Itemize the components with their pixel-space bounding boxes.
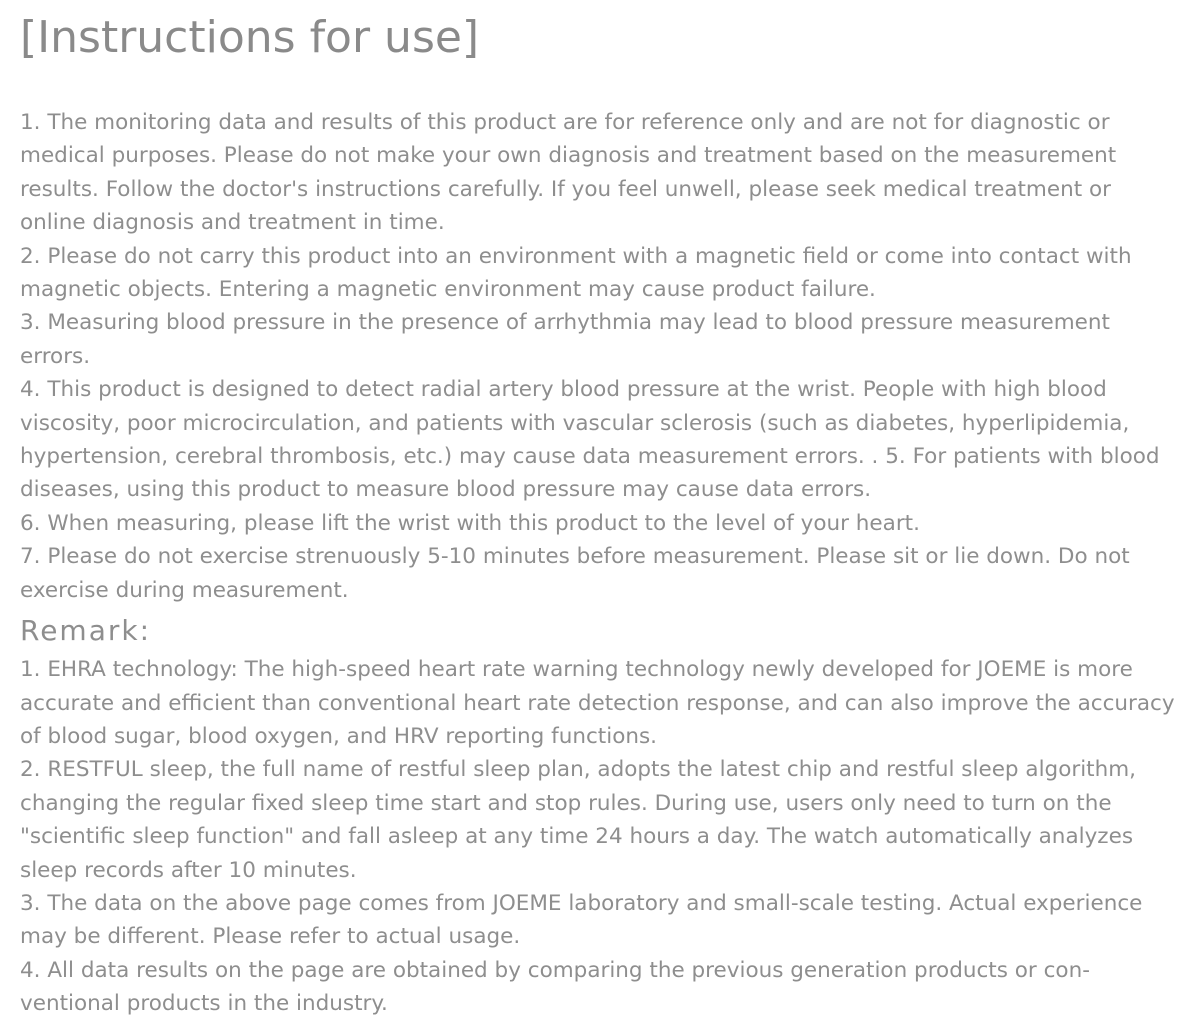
remark-list	[20, 653, 1180, 1020]
remark-item-1: 1. EHRA technology: The high-speed heart rate warning technology newly developed for JOEME is more accurate and efficient than conventional heart rate detection response, and can also improve the accuracy of blood sugar, blood oxygen, and HRV reporting functions.	[20, 657, 1175, 749]
document-page	[20, 8, 1180, 1021]
remark-heading: Remark:	[20, 614, 152, 648]
remark-item-2: 2. RESTFUL sleep, the full name of restful sleep plan, adopts the latest chip and restful sleep algorithm, changing the regular fixed sleep time start and stop rules. During use, users only need to turn on the "scientific sleep function" and fall asleep at any time 24 hours a day. The watch automatically analyzes sleep records after 10 minutes.	[20, 757, 1137, 883]
page-title: [Instructions for use]	[20, 12, 480, 63]
instructions-list	[20, 106, 1180, 607]
instruction-item-2: 2. Please do not carry this product into an environment with a magnetic field or come into contact with magnetic objects. Entering a magnetic environment may cause product failure.	[20, 243, 1132, 303]
instruction-item-4: 4. This product is designed to detect radial artery blood pressure at the wrist. People with high blood viscosity, poor microcirculation, and patients with vascular sclerosis (such as diabetes, hyperlipidemia, hypertension, cerebral thrombosis, etc.) may cause data measurement errors. . 5. For patients with blood diseases, using this product to measure blood pressure may cause data errors.	[20, 377, 1160, 503]
instruction-item-1: 1. The monitoring data and results of this product are for reference only and are not for diagnostic or medical purposes. Please do not make your own diagnosis and treatment based on the measurement results. Follow the doctor's instructions carefully. If you feel unwell, please seek medical treatment or online diagnosis and treatment in time.	[20, 110, 1117, 236]
remark-item-4: 4. All data results on the page are obtained by comparing the previous generation products or conventional products in the industry.	[20, 957, 1090, 1017]
instruction-item-7: 7. Please do not exercise strenuously 5-10 minutes before measurement. Please sit or lie down. Do not exercise during measurement.	[20, 544, 1130, 603]
instruction-item-3: 3. Measuring blood pressure in the presence of arrhythmia may lead to blood pressure measurement errors.	[20, 310, 1110, 369]
remark-item-3: 3. The data on the above page comes from JOEME laboratory and small-scale testing. Actual experience may be different. Please refer to actual usage.	[20, 890, 1143, 950]
instruction-item-6: 6. When measuring, please lift the wrist with this product to the level of your heart.	[20, 510, 920, 536]
